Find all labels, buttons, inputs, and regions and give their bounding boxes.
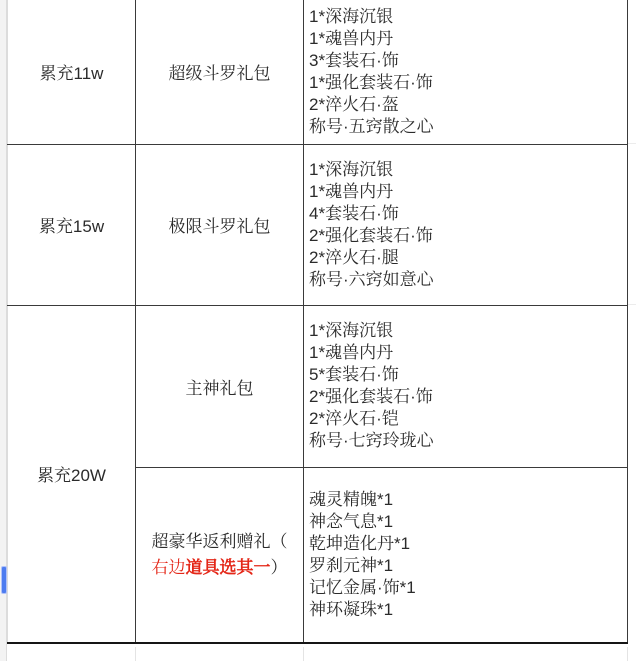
row-tier-11w — [8, 0, 628, 144]
item-line: 2*淬火石·腿 — [309, 247, 399, 267]
item-line: 1*魂兽内丹 — [309, 28, 394, 48]
item-line: 2*强化套装石·饰 — [309, 387, 433, 406]
item-line: 1*强化套装石·饰 — [309, 72, 433, 92]
item-line: 4*套装石·饰 — [309, 203, 399, 223]
cell-tier-20w[interactable]: 累充20W — [8, 305, 136, 643]
gridline-stub-bottom-3 — [627, 647, 628, 661]
item-line: 1*魂兽内丹 — [309, 181, 394, 201]
item-line: 记忆金属·饰*1 — [309, 577, 416, 597]
item-line: 称号·七窍玲珑心 — [309, 431, 434, 450]
item-line: 称号·六窍如意心 — [309, 269, 434, 289]
cell-items-rebate[interactable] — [304, 467, 628, 643]
package-line-1: 超豪华返利赠礼（ — [151, 531, 288, 551]
cell-package-rebate-gift[interactable] — [136, 467, 304, 643]
item-line: 乾坤造化丹*1 — [309, 533, 411, 553]
item-line: 称号·五窍散之心 — [309, 116, 434, 136]
row-tier-20w-main-god — [8, 305, 628, 467]
gridline-stub-right-2 — [628, 304, 636, 305]
cell-items-main-god[interactable] — [304, 305, 628, 467]
cell-package-super-douluo[interactable]: 超级斗罗礼包 — [136, 0, 304, 144]
package-red-bold-text: 道具选其一 — [185, 557, 271, 577]
cell-package-extreme-douluo[interactable]: 极限斗罗礼包 — [136, 144, 304, 305]
package-close-paren: ） — [270, 557, 288, 577]
item-line: 1*深海沉银 — [309, 6, 394, 26]
item-line: 1*深海沉银 — [309, 321, 394, 340]
package-line-2 — [136, 555, 303, 581]
item-line: 神环凝珠*1 — [309, 599, 394, 619]
item-line: 3*套装石·饰 — [309, 50, 399, 70]
row-tier-15w — [8, 144, 628, 305]
left-gutter-column — [0, 0, 7, 661]
item-line: 1*魂兽内丹 — [309, 343, 394, 362]
item-line: 2*淬火石·盔 — [309, 94, 399, 114]
item-line: 魂灵精魄*1 — [309, 489, 394, 509]
cell-tier-11w[interactable]: 累充11w — [8, 0, 136, 144]
cell-package-main-god[interactable]: 主神礼包 — [136, 305, 304, 467]
gridline-stub-right-1 — [628, 143, 636, 144]
cell-tier-15w[interactable]: 累充15w — [8, 144, 136, 305]
cell-items-15w[interactable] — [304, 144, 628, 305]
reward-table — [7, 0, 628, 644]
item-line: 5*套装石·饰 — [309, 365, 399, 384]
gridline-stub-bottom-1 — [135, 647, 136, 661]
item-line: 1*深海沉银 — [309, 159, 394, 179]
item-line: 2*淬火石·铠 — [309, 409, 399, 428]
item-line: 罗刹元神*1 — [309, 555, 394, 575]
item-line: 神念气息*1 — [309, 511, 394, 531]
package-red-text: 右边 — [151, 557, 186, 577]
item-line: 2*强化套装石·饰 — [309, 225, 433, 245]
cell-items-11w[interactable] — [304, 0, 628, 144]
gridline-stub-bottom-2 — [303, 647, 304, 661]
